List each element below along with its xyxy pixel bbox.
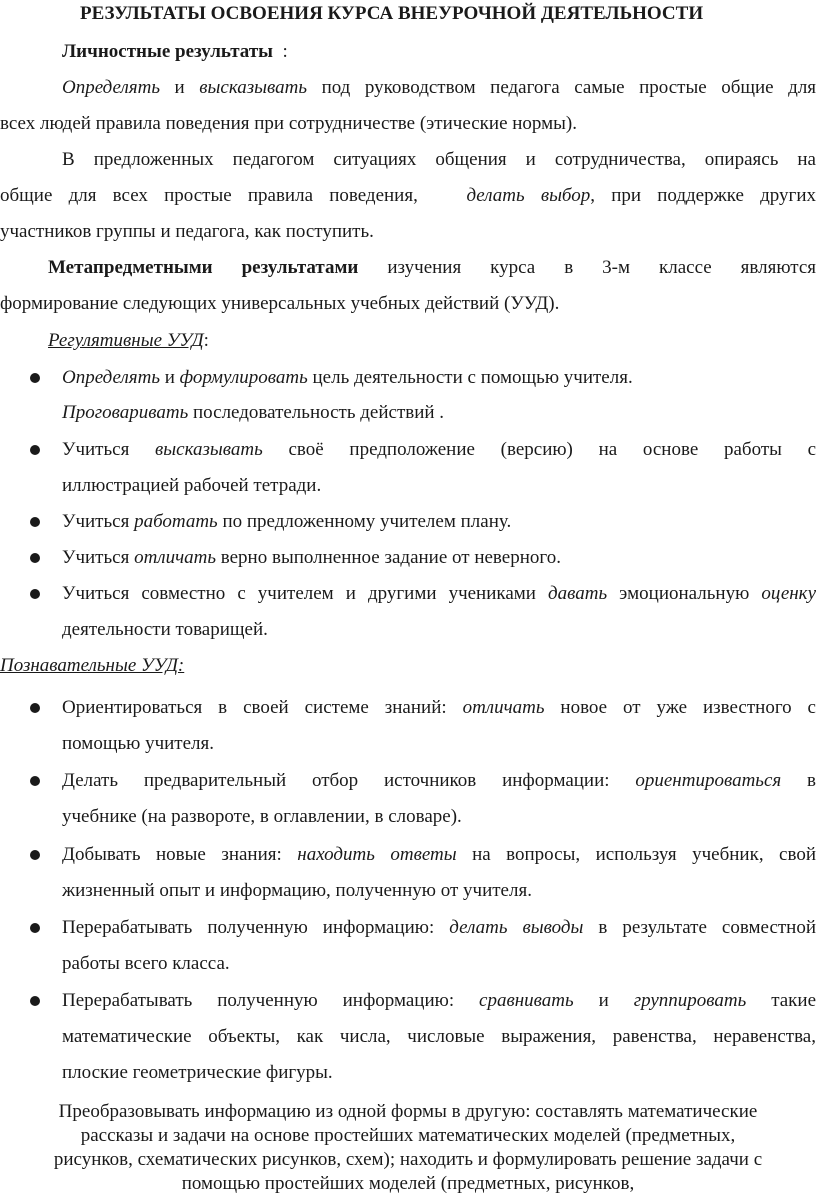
- personal-results-heading: Личностные результаты :: [62, 41, 288, 62]
- regulatory-item-4: Учиться отличать верно выполненное задание от неверного.: [62, 547, 561, 568]
- regulatory-heading: Регулятивные УУД:: [48, 330, 209, 351]
- personal-p2-line1: В предложенных педагогом ситуациях общения и сотрудничества, опираясь на: [62, 149, 816, 170]
- bullet-icon: [30, 553, 40, 563]
- cognitive-item-3: Добывать новые знания: находить ответы на вопросы, используя учебник, свой: [62, 844, 816, 865]
- regulatory-item-2: Учиться высказывать своё предположение (версию) на основе работы с: [62, 439, 816, 460]
- transform-line-3: рисунков, схематических рисунков, схем); находить и формулировать решение задачи с: [53, 1149, 763, 1170]
- cognitive-item-3-line2: жизненный опыт и информацию, полученную от учителя.: [62, 880, 532, 901]
- cognitive-item-5-line2: математические объекты, как числа, числовые выражения, равенства, неравенства,: [62, 1026, 816, 1047]
- regulatory-item-2-line2: иллюстрацией рабочей тетради.: [62, 475, 322, 496]
- personal-p1-line2: всех людей правила поведения при сотрудничестве (этические нормы).: [0, 113, 578, 134]
- cognitive-item-4-line2: работы всего класса.: [62, 953, 230, 974]
- regulatory-item-5-line2: деятельности товарищей.: [62, 619, 268, 640]
- document-title: РЕЗУЛЬТАТЫ ОСВОЕНИЯ КУРСА ВНЕУРОЧНОЙ ДЕЯТЕЛЬНОСТИ: [80, 3, 704, 24]
- transform-line-4: помощью простейших моделей (предметных, рисунков,: [181, 1173, 635, 1194]
- cognitive-item-2: Делать предварительный отбор источников информации: ориентироваться в: [62, 770, 816, 791]
- regulatory-item-3: Учиться работать по предложенному учителем плану.: [62, 511, 512, 532]
- bullet-icon: [30, 776, 40, 786]
- bullet-icon: [30, 373, 40, 383]
- personal-p1-line1: Определять и высказывать под руководством педагога самые простые общие для: [62, 77, 816, 98]
- cognitive-item-5: Перерабатывать полученную информацию: сравнивать и группировать такие: [62, 990, 816, 1011]
- bullet-icon: [30, 996, 40, 1006]
- bullet-icon: [30, 517, 40, 527]
- meta-line1: Метапредметными результатами изучения курса в 3-м классе являются: [48, 257, 816, 278]
- cognitive-item-1: Ориентироваться в своей системе знаний: отличать новое от уже известного с: [62, 697, 816, 718]
- bullet-icon: [30, 923, 40, 933]
- cognitive-item-1-line2: помощью учителя.: [62, 733, 214, 754]
- meta-line2: формирование следующих универсальных учебных действий (УУД).: [0, 293, 560, 314]
- transform-line-1: Преобразовывать информацию из одной формы в другую: составлять математические: [58, 1101, 758, 1122]
- personal-p2-line3: участников группы и педагога, как поступить.: [0, 221, 374, 242]
- cognitive-item-2-line2: учебнике (на развороте, в оглавлении, в словаре).: [62, 806, 462, 827]
- regulatory-item-1-line2: Проговаривать последовательность действий .: [62, 402, 445, 423]
- cognitive-item-4: Перерабатывать полученную информацию: делать выводы в результате совместной: [62, 917, 816, 938]
- transform-line-2: рассказы и задачи на основе простейших математических моделей (предметных,: [80, 1125, 736, 1146]
- cognitive-item-5-line3: плоские геометрические фигуры.: [62, 1062, 333, 1083]
- bullet-icon: [30, 445, 40, 455]
- bullet-icon: [30, 703, 40, 713]
- personal-p2-line2: общие для всех простые правила поведения, делать выбор, при поддержке других: [0, 185, 816, 206]
- bullet-icon: [30, 589, 40, 599]
- regulatory-item-1: Определять и формулировать цель деятельности с помощью учителя.: [62, 367, 633, 388]
- bullet-icon: [30, 850, 40, 860]
- cognitive-heading: Познавательные УУД:: [0, 655, 185, 676]
- regulatory-item-5: Учиться совместно с учителем и другими учениками давать эмоциональную оценку: [62, 583, 816, 604]
